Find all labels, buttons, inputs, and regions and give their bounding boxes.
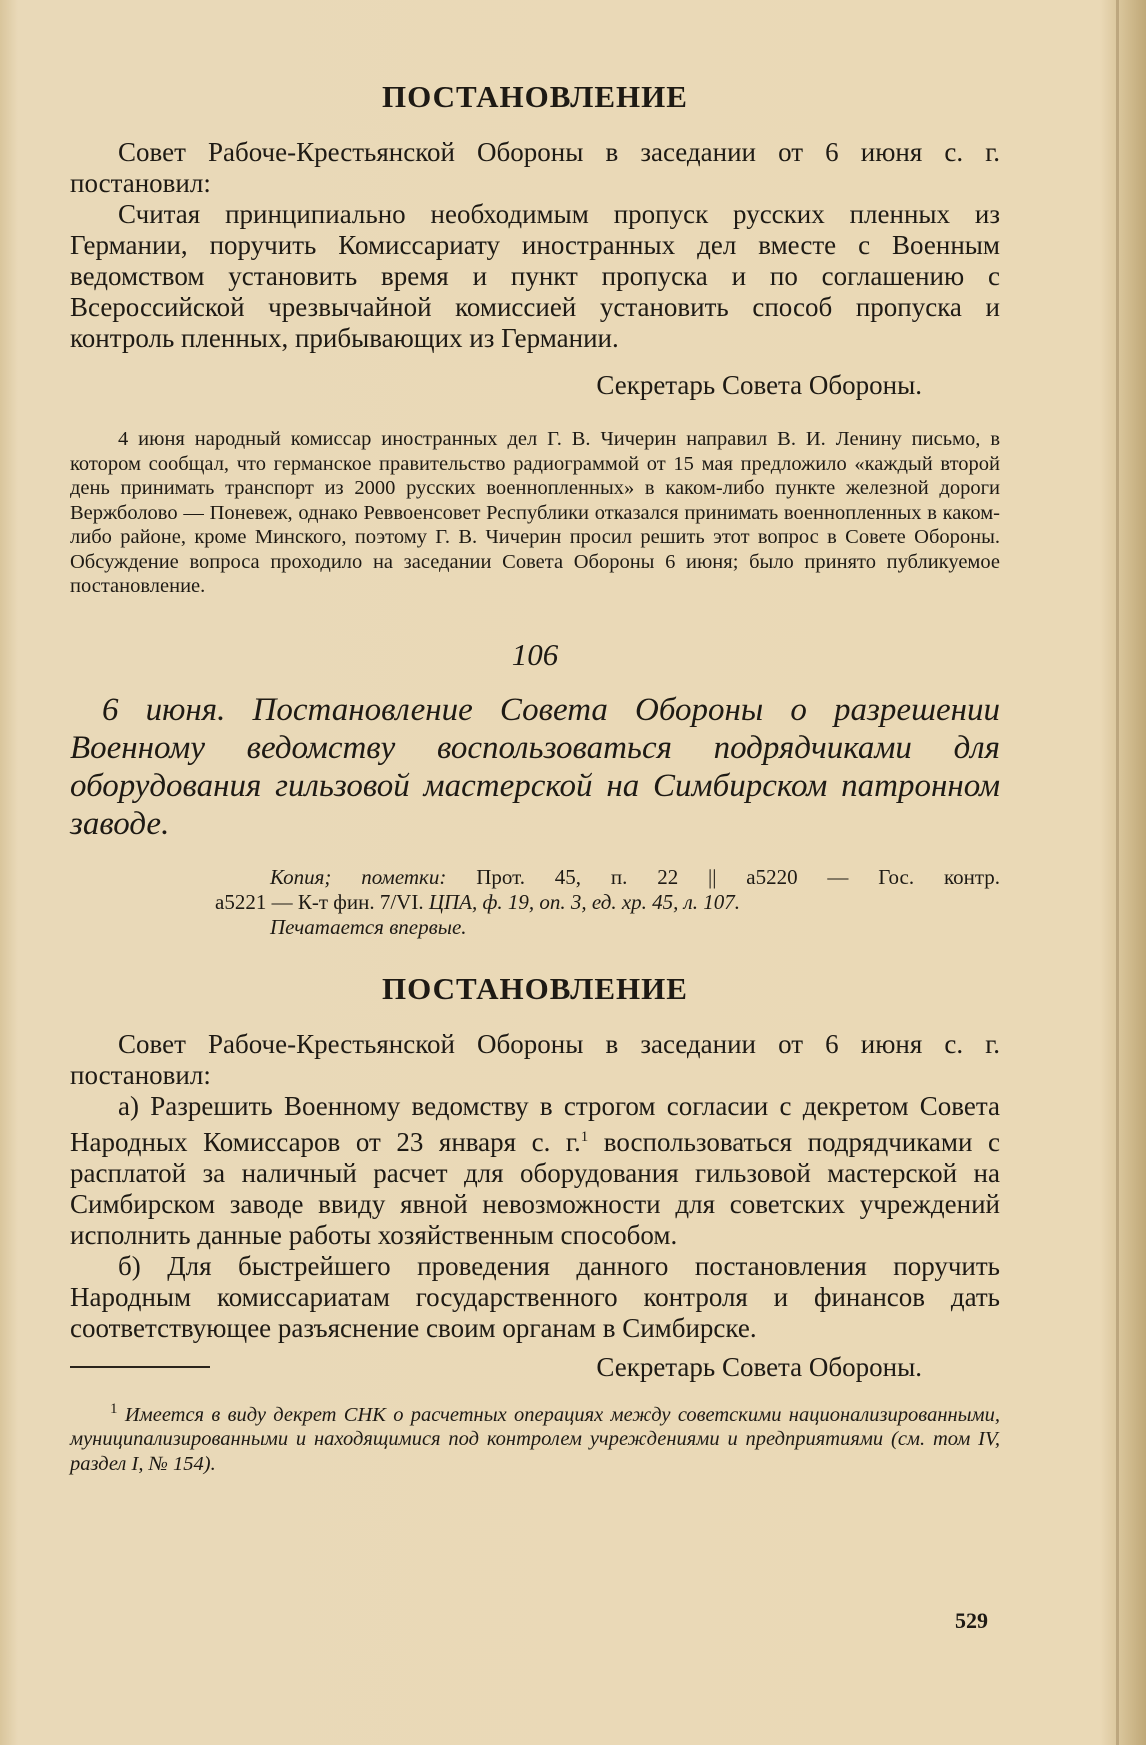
footnote bbox=[70, 1397, 1000, 1476]
source-label: Копия; пометки: bbox=[270, 864, 447, 889]
resolution-2-item-a bbox=[70, 1091, 1000, 1251]
resolution-1-signature: Секретарь Совета Обороны. bbox=[596, 370, 922, 401]
page-content bbox=[70, 78, 1000, 1476]
archival-source bbox=[70, 865, 1000, 940]
page-edge-shadow bbox=[1116, 0, 1119, 1745]
resolution-title-1: ПОСТАНОВЛЕНИЕ bbox=[382, 79, 688, 114]
archive-reference: ЦПА, ф. 19, оп. 3, ед. хр. 45, л. 107. bbox=[428, 889, 741, 914]
source-line-1 bbox=[270, 865, 1000, 890]
item-a-text-end: воспользоваться подрядчиками с расплатой за наличный расчет для оборудования гильзовой мастерской на Симбирском заводе ввиду явной невозможности для советских учреждений исполнить данные работы хозяйственным способом. bbox=[70, 1126, 1000, 1250]
footnote-divider bbox=[70, 1366, 210, 1368]
publication-note: Печатается впервые. bbox=[270, 914, 467, 939]
source-mark-finance: а5221 — К-т фин. 7/VI. bbox=[215, 889, 424, 914]
resolution-2-preamble: Совет Рабоче-Крестьянской Обороны в заседании от 6 июня с. г. постановил: bbox=[70, 1028, 1000, 1090]
source-marks: Прот. 45, п. 22 || а5220 — Гос. контр. bbox=[476, 864, 1001, 889]
resolution-1-body: Считая принципиально необходимым пропуск русских пленных из Германии, поручить Комиссариату иностранных дел вместе с Военным ведомством установить время и пункт пропуска и по соглашению с Всероссийской чрезвычайной комиссией установить способ пропуска и контроль пленных, прибывающих из Германии. bbox=[70, 199, 1000, 354]
editorial-note: 4 июня народный комиссар иностранных дел Г. В. Чичерин направил В. И. Ленину письмо, в котором сообщал, что германское правительство радиограммой от 15 мая предложило «каждый второй день принимать транспорт из 2000 русских военнопленных» в каком-либо пункте железной дороги Вержболово — Поневеж, однако Реввоенсовет Республики отказался принимать военнопленных в каком-либо районе, кроме Минского, поэтому Г. В. Чичерин просил решить этот вопрос в Совете Обороны. Обсуждение вопроса проходило на заседании Совета Обороны 6 июня; было принято публикуемое постановление. bbox=[70, 428, 1000, 598]
document-heading: 6 июня. Постановление Совета Обороны о разрешении Военному ведомству воспользоваться подрядчиками для оборудования гильзовой мастерской на Симбирском патронном заводе. bbox=[70, 691, 1000, 842]
item-a-text-start: а) Разрешить Военному ведомству в строгом согласии с декретом Совета Народных Комиссаров от 23 января с. г. bbox=[70, 1090, 1000, 1157]
resolution-title-2: ПОСТАНОВЛЕНИЕ bbox=[382, 970, 688, 1006]
footnote-text: Имеется в виду декрет СНК о расчетных операциях между советскими национализированными, муниципализированными и находящимися под контролем учреждениями и предприятиями (см. том IV, раздел I, № 154). bbox=[70, 1403, 1000, 1475]
resolution-2-signature: Секретарь Совета Обороны. bbox=[596, 1351, 922, 1382]
footnote-reference: 1 bbox=[580, 1128, 589, 1145]
footnote-mark: 1 bbox=[110, 1400, 118, 1417]
resolution-1-preamble: Совет Рабоче-Крестьянской Обороны в заседании от 6 июня с. г. постановил: bbox=[70, 137, 1000, 199]
resolution-2-item-b: б) Для быстрейшего проведения данного постановления поручить Народным комиссариатам государственного контроля и финансов дать соответствующее разъяснение своим органам в Симбирске. bbox=[70, 1250, 1000, 1343]
source-line-2 bbox=[215, 890, 1000, 915]
page-number: 529 bbox=[955, 1608, 988, 1633]
document-number: 106 bbox=[511, 636, 559, 672]
